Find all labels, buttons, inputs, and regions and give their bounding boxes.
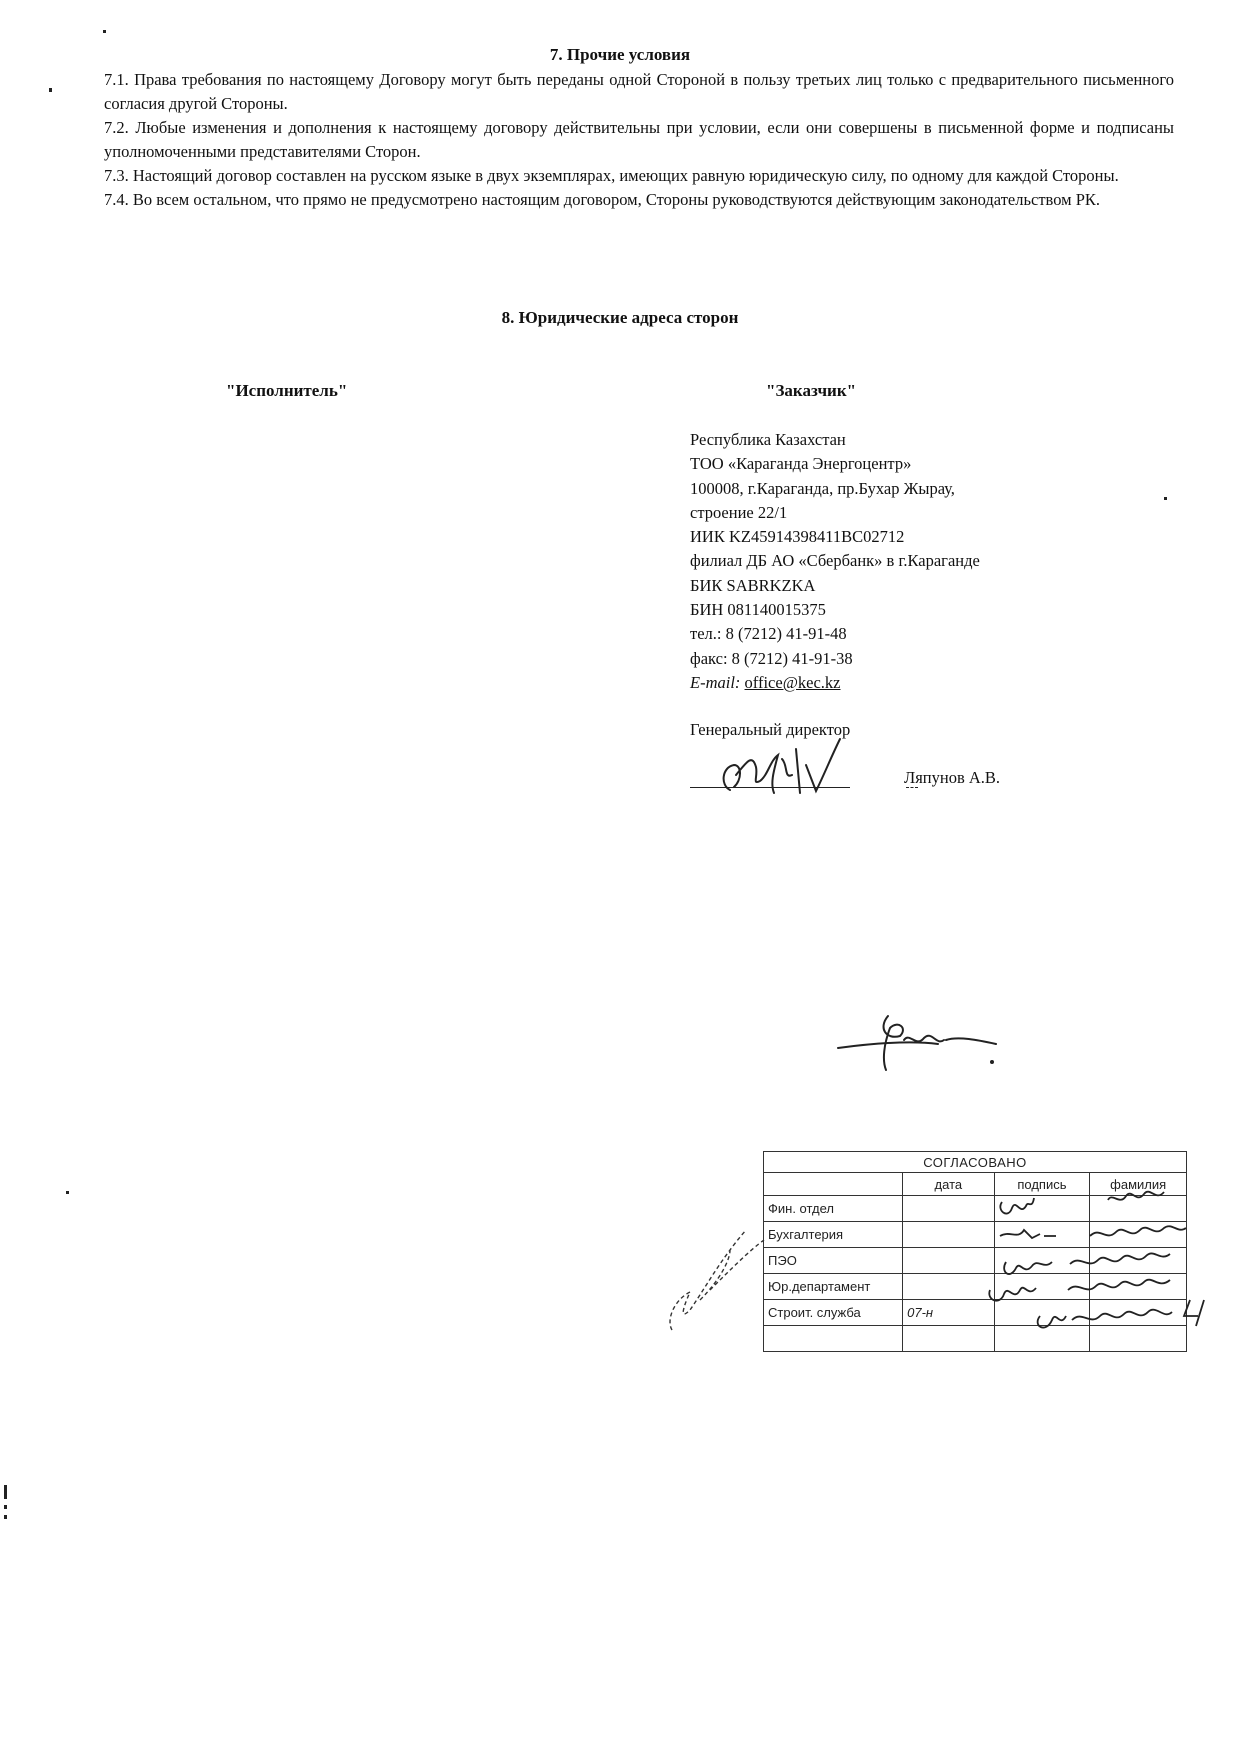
scan-speck	[103, 30, 106, 33]
dept-cell: Юр.департамент	[764, 1274, 903, 1300]
email-link[interactable]: office@kec.kz	[744, 672, 841, 692]
dept-cell: Бухгалтерия	[764, 1222, 903, 1248]
clause-7-2: 7.2. Любые изменения и дополнения к настоящему договору действительны при условии, если они совершены в письменной форме и подписаны уполномоченными представителями Сторон.	[104, 118, 1174, 161]
customer-address-block	[690, 428, 980, 695]
section-8-title: 8. Юридические адреса сторон	[501, 308, 739, 327]
handwritten-number	[1198, 1296, 1199, 1297]
dept-cell: ПЭО	[764, 1248, 903, 1274]
address-line: филиал ДБ АО «Сбербанк» в г.Караганде	[690, 551, 980, 571]
address-line: БИН 081140015375	[690, 600, 826, 620]
director-signature	[712, 735, 862, 800]
approval-title: СОГЛАСОВАНО	[764, 1152, 1187, 1173]
clause-7-1: 7.1. Права требования по настоящему Договору могут быть переданы одной Стороной в пользу третьих лиц только с предварительного письменного согласия другой Стороны.	[104, 70, 1174, 113]
clause-7-3: 7.3. Настоящий договор составлен на русском языке в двух экземплярах, имеющих равную юридическую силу, по одному для каждой Стороны.	[104, 166, 1119, 185]
director-name: Ляпунов А.В.	[904, 768, 1001, 787]
section-7-title: 7. Прочие условия	[549, 45, 691, 64]
scan-speck	[4, 1485, 7, 1499]
scan-speck	[4, 1515, 7, 1519]
dept-cell: Фин. отдел	[764, 1196, 903, 1222]
customer-label: "Заказчик"	[766, 381, 857, 400]
address-line: 100008, г.Караганда, пр.Бухар Жырау,	[690, 478, 955, 498]
address-line: тел.: 8 (7212) 41-91-48	[690, 624, 847, 644]
date-cell: 07-н	[903, 1300, 994, 1326]
email-line	[690, 671, 980, 695]
clause-7-4: 7.4. Во всем остальном, что прямо не предусмотрено настоящим договором, Стороны руководствуются действующим законодательством РК.	[104, 190, 1101, 209]
scan-speck	[49, 88, 52, 92]
address-line: факс: 8 (7212) 41-91-38	[690, 648, 853, 668]
address-line: БИК SABRKZKA	[690, 575, 816, 595]
scan-speck	[1164, 497, 1167, 500]
email-label: E-mail:	[690, 672, 741, 692]
column-header-date: дата	[903, 1173, 994, 1196]
column-header-signature: подпись	[994, 1173, 1090, 1196]
initials-signature	[828, 1010, 1008, 1074]
address-line: Республика Казахстан	[690, 430, 846, 449]
dept-cell: Строит. служба	[764, 1300, 903, 1326]
director-title: Генеральный директор	[690, 720, 851, 739]
scan-speck	[66, 1191, 69, 1194]
executor-label: "Исполнитель"	[226, 381, 348, 400]
section-7-body	[104, 68, 1174, 212]
address-line: строение 22/1	[690, 502, 788, 522]
stamp-handwriting	[660, 1150, 1220, 1350]
column-header-surname: фамилия	[1090, 1173, 1187, 1196]
address-line: ТОО «Караганда Энергоцентр»	[690, 454, 912, 474]
scan-speck	[4, 1505, 7, 1509]
address-line: ИИК KZ45914398411BC02712	[690, 527, 905, 547]
